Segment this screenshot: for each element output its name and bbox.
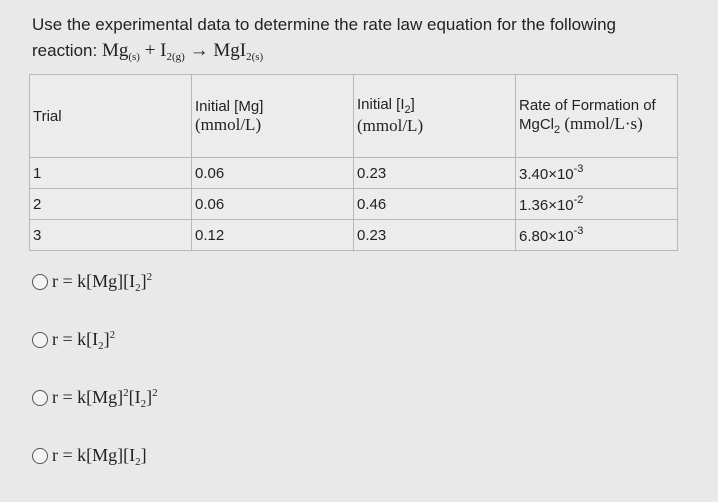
cell-mg: 0.06 [192, 158, 354, 189]
cell-trial: 2 [30, 189, 192, 220]
cell-rate: $1.36\times 10^{-2}$ [516, 189, 678, 220]
cell-rate: $6.80\times 10^{-3}$ [516, 220, 678, 251]
cell-i2: 0.46 [354, 189, 516, 220]
question-text [32, 12, 692, 70]
table-row [30, 158, 678, 189]
cell-i2: 0.23 [354, 220, 516, 251]
cell-i2: 0.23 [354, 158, 516, 189]
option-label: $r = k[Mg][I_2]$ [52, 444, 147, 468]
option-2[interactable] [32, 328, 158, 352]
header-initial-mg: Initial [Mg] (mmol/L) [192, 75, 354, 158]
reaction-equation: $Mg_{(s)} + I_{2(g)} \to MgI_{2(s)}$ [101, 40, 264, 63]
radio-button[interactable] [32, 274, 48, 290]
option-3[interactable] [32, 386, 158, 410]
radio-button[interactable] [32, 448, 48, 464]
cell-mg: 0.06 [192, 189, 354, 220]
data-table [29, 74, 678, 251]
cell-trial: 3 [30, 220, 192, 251]
table-row [30, 220, 678, 251]
header-trial: Trial [30, 75, 192, 158]
cell-rate: $3.40\times 10^{-3}$ [516, 158, 678, 189]
option-1[interactable] [32, 270, 158, 294]
header-initial-i2: Initial $[I_2]$ (mmol/L) [354, 75, 516, 158]
option-4[interactable] [32, 444, 158, 468]
radio-button[interactable] [32, 390, 48, 406]
cell-mg: 0.12 [192, 220, 354, 251]
question-line1: Use the experimental data to determine the rate law equation for the following [32, 15, 617, 34]
cell-trial: 1 [30, 158, 192, 189]
table-header-row [30, 75, 678, 158]
option-label: $r = k[Mg][I_2]^2$ [52, 270, 153, 294]
option-label: $r = k[I_2]^2$ [52, 328, 116, 352]
option-label: $r = k[Mg]^2[I_2]^2$ [52, 386, 158, 410]
answer-options [32, 270, 158, 502]
radio-button[interactable] [32, 332, 48, 348]
table-row [30, 189, 678, 220]
question-line2: reaction: $Mg_{(s)} + I_{2(g)} \to MgI_{2(s)}$ [32, 40, 264, 63]
header-rate: Rate of Formation of MgCl$_2$ (mmol/L·s) [516, 75, 678, 158]
